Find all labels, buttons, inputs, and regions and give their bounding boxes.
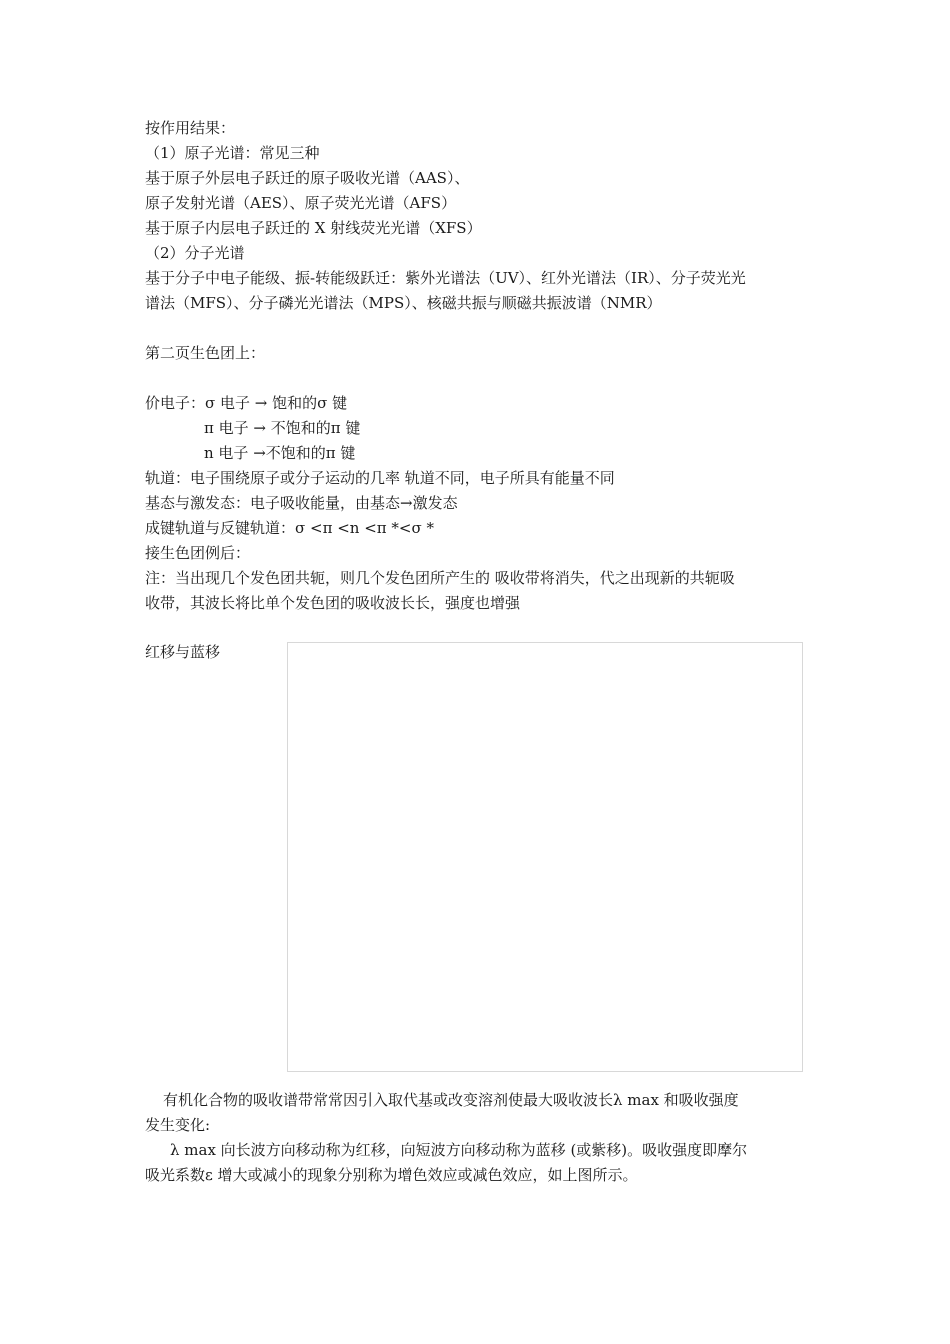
section-atomic-spectra: （1）原子光谱：常见三种 (145, 144, 320, 162)
figure-placeholder (287, 642, 803, 1072)
text-bonding-antibonding: 成键轨道与反键轨道：σ <π <n <π *<σ * (145, 519, 434, 537)
text-valence-pi: π 电子 → 不饱和的π 键 (204, 419, 361, 437)
text-chromophore-after: 接生色团例后： (145, 544, 251, 562)
text-aas: 基于原子外层电子跃迁的原子吸收光谱（AAS）、 (145, 169, 470, 187)
text-shift-paragraph-1: 有机化合物的吸收谱带常常因引入取代基或改变溶剂使最大吸收波长λ max 和吸收强度 (163, 1091, 739, 1109)
text-shift-paragraph-3: λ max 向长波方向移动称为红移，向短波方向移动称为蓝移 (或紫移)。吸收强度即摩尔 (170, 1141, 748, 1159)
text-valence-sigma: 价电子：σ 电子 → 饱和的σ 键 (145, 394, 348, 412)
section-molecular-spectra: （2）分子光谱 (145, 244, 245, 262)
text-molecular-methods-1: 基于分子中电子能级、振-转能级跃迁：紫外光谱法（UV）、红外光谱法（IR）、分子荧光光 (145, 269, 746, 287)
text-note-conjugation-1: 注：当出现几个发色团共轭，则几个发色团所产生的 吸收带将消失，代之出现新的共轭吸 (145, 569, 735, 587)
heading-by-result: 按作用结果： (145, 119, 236, 137)
heading-chromophore-page2: 第二页生色团上： (145, 344, 266, 362)
text-note-conjugation-2: 收带，其波长将比单个发色团的吸收波长长，强度也增强 (145, 594, 521, 612)
text-valence-n: n 电子 →不饱和的π 键 (204, 444, 356, 462)
text-aes-afs: 原子发射光谱（AES）、原子荧光光谱（AFS） (145, 194, 457, 212)
text-shift-paragraph-2: 发生变化: (145, 1116, 211, 1134)
text-ground-excited: 基态与激发态：电子吸收能量，由基态→激发态 (145, 494, 458, 512)
text-shift-paragraph-4: 吸光系数ε 增大或减小的现象分别称为增色效应或减色效应，如上图所示。 (145, 1166, 638, 1184)
text-xfs: 基于原子内层电子跃迁的 X 射线荧光光谱（XFS） (145, 219, 482, 237)
text-orbital: 轨道：电子围绕原子或分子运动的几率 轨道不同，电子所具有能量不同 (145, 469, 615, 487)
text-molecular-methods-2: 谱法（MFS）、分子磷光光谱法（MPS）、核磁共振与顺磁共振波谱（NMR） (145, 294, 662, 312)
heading-red-blue-shift: 红移与蓝移 (145, 643, 221, 661)
